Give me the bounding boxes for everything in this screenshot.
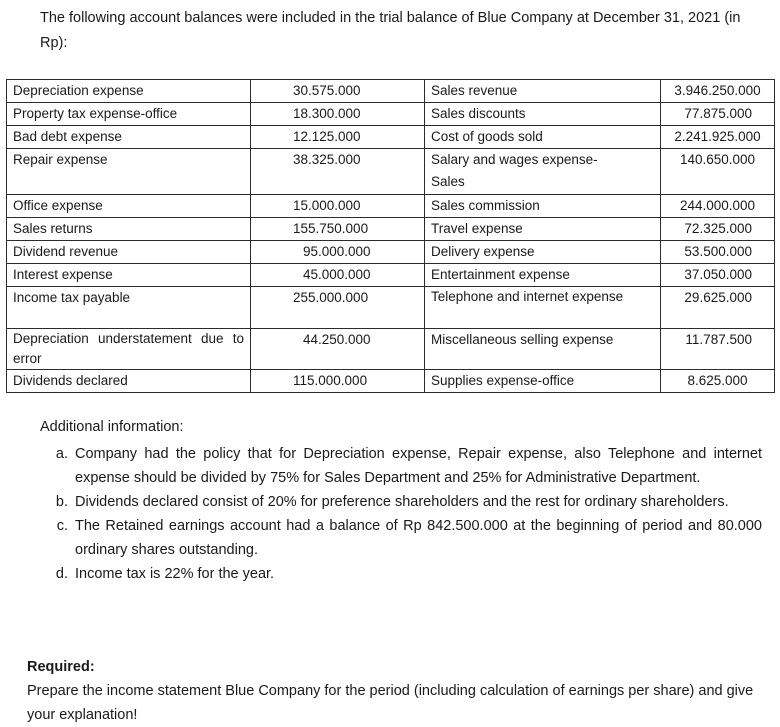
- intro-paragraph: The following account balances were included in the trial balance of Blue Company at December 31, 2021 (in Rp):: [40, 10, 741, 51]
- required-text: Prepare the income statement Blue Company for the period (including calculation of earnings per share) and give your explanation!: [27, 683, 754, 723]
- table-row: [7, 195, 775, 218]
- additional-list: [40, 442, 762, 586]
- account-name: Dividend revenue: [7, 241, 251, 264]
- table-row: [7, 218, 775, 241]
- list-item: c. The Retained earnings account had a balance of Rp 842.500.000 at the beginning of period and 80.000 ordinary shares outstanding.: [72, 514, 762, 562]
- trial-balance-block-3: [7, 370, 775, 393]
- account-name: Telephone and internet expense: [425, 287, 661, 329]
- table-row: [7, 370, 775, 393]
- account-amount: 155.750.000: [251, 218, 425, 241]
- account-amount: 18.300.000: [251, 103, 425, 126]
- account-amount: 15.000.000: [251, 195, 425, 218]
- account-amount: 53.500.000: [661, 241, 775, 264]
- table-row: [7, 126, 775, 149]
- account-name: Property tax expense-office: [7, 103, 251, 126]
- account-name: Sales revenue: [425, 80, 661, 103]
- account-name: Sales commission: [425, 195, 661, 218]
- account-amount: 140.650.000: [661, 149, 775, 195]
- table-row: [7, 241, 775, 264]
- account-amount: 29.625.000: [661, 287, 775, 329]
- list-item: d. Income tax is 22% for the year.: [72, 562, 762, 586]
- trial-balance-table: [6, 79, 775, 393]
- account-amount: 12.125.000: [251, 126, 425, 149]
- account-name: Supplies expense-office: [425, 370, 661, 393]
- account-name: Travel expense: [425, 218, 661, 241]
- account-amount: 8.625.000: [661, 370, 775, 393]
- account-amount: 45.000.000: [251, 264, 425, 287]
- table-row: [7, 329, 775, 370]
- account-name: Salary and wages expense- Sales: [425, 149, 661, 195]
- additional-title: Additional information:: [40, 419, 184, 435]
- list-item: a. Company had the policy that for Depreciation expense, Repair expense, also Telephone and internet expense should be divided by 75% for Sales Department and 25% for Administrative Department.: [72, 442, 762, 490]
- account-name: Bad debt expense: [7, 126, 251, 149]
- table-row: [7, 103, 775, 126]
- account-amount: 244.000.000: [661, 195, 775, 218]
- account-amount: 115.000.000: [251, 370, 425, 393]
- account-name: Miscellaneous selling expense: [425, 329, 661, 370]
- table-row: [7, 149, 775, 195]
- required-section: [27, 655, 767, 727]
- account-amount: 77.875.000: [661, 103, 775, 126]
- account-name: Dividends declared: [7, 370, 251, 393]
- account-amount: 72.325.000: [661, 218, 775, 241]
- account-amount: 2.241.925.000: [661, 126, 775, 149]
- account-amount: 11.787.500: [661, 329, 775, 370]
- table-row: [7, 287, 775, 329]
- account-name: Sales returns: [7, 218, 251, 241]
- list-item: b. Dividends declared consist of 20% for preference shareholders and the rest for ordinary shareholders.: [72, 490, 762, 514]
- account-name: Interest expense: [7, 264, 251, 287]
- account-name: Sales discounts: [425, 103, 661, 126]
- additional-information: [40, 415, 762, 586]
- account-amount: 30.575.000: [251, 80, 425, 103]
- account-name: Delivery expense: [425, 241, 661, 264]
- account-amount: 38.325.000: [251, 149, 425, 195]
- account-amount: 3.946.250.000: [661, 80, 775, 103]
- account-name: Repair expense: [7, 149, 251, 195]
- account-amount: 95.000.000: [251, 241, 425, 264]
- account-amount: 44.250.000: [251, 329, 425, 370]
- account-name: Entertainment expense: [425, 264, 661, 287]
- account-amount: 255.000.000: [251, 287, 425, 329]
- account-amount: 37.050.000: [661, 264, 775, 287]
- account-name: Depreciation understatement due to error: [7, 329, 251, 370]
- required-title: Required:: [27, 659, 95, 675]
- account-name: Cost of goods sold: [425, 126, 661, 149]
- trial-balance-block-1: [7, 80, 775, 195]
- trial-balance-block-2: [7, 195, 775, 370]
- account-name: Income tax payable: [7, 287, 251, 329]
- account-name: Depreciation expense: [7, 80, 251, 103]
- table-row: [7, 80, 775, 103]
- table-row: [7, 264, 775, 287]
- account-name: Office expense: [7, 195, 251, 218]
